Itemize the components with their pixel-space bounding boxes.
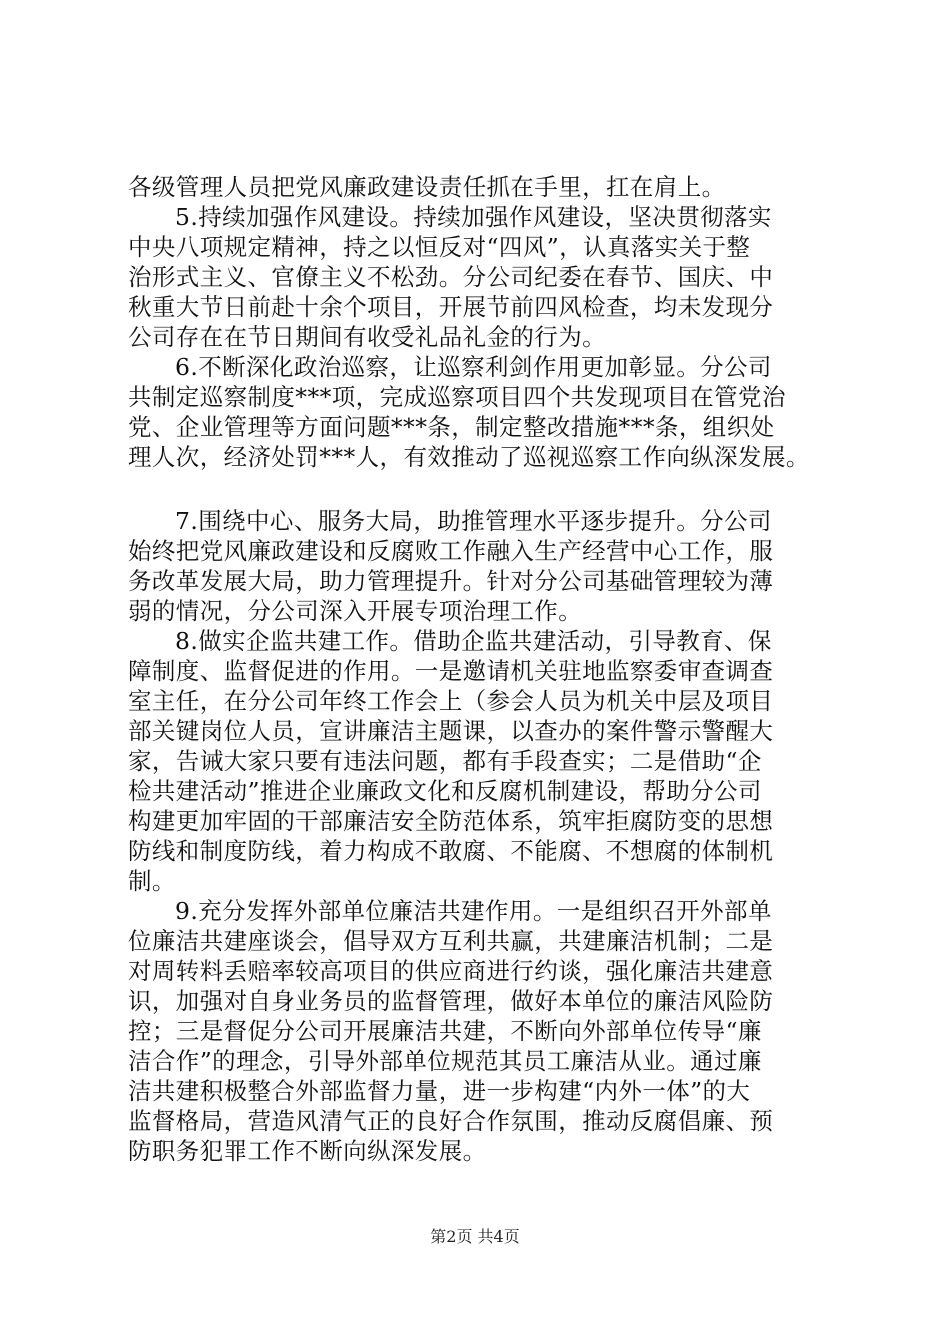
text-line: 监督格局，营造风清气正的良好合作氛围，推动反腐倡廉、预 [128, 1107, 774, 1135]
text-line: 理人次，经济处罚***人，有效推动了巡视巡察工作向纵深发展。 [128, 443, 810, 471]
text-line: 各级管理人员把党风廉政建设责任抓在手里，扛在肩上。 [128, 173, 726, 201]
text-line: 构建更加牢固的干部廉洁安全防范体系，筑牢拒腐防变的思想 [128, 807, 774, 835]
text-line: 洁合作”的理念，引导外部单位规范其员工廉洁从业。通过廉 [128, 1047, 762, 1075]
text-line: 弱的情况，分公司深入开展专项治理工作。 [128, 597, 583, 625]
text-line: 防职务犯罪工作不断向纵深发展。 [128, 1137, 487, 1165]
text-line: 中央八项规定精神，持之以恒反对“四风”，认真落实关于整 [128, 233, 751, 261]
text-line: 对周转料丢赔率较高项目的供应商进行约谈，强化廉洁共建意 [128, 957, 774, 985]
text-line: 家，告诫大家只要有违法问题，都有手段查实；二是借助“企 [128, 747, 762, 775]
text-line: 识，加强对自身业务员的监督管理，做好本单位的廉洁风险防 [128, 987, 774, 1015]
text-line: 控；三是督促分公司开展廉洁共建，不断向外部单位传导“廉 [128, 1017, 762, 1045]
page-number-label: 第2页 共4页 [430, 1227, 520, 1246]
page-footer [0, 1227, 950, 1247]
text-line: 治形式主义、官僚主义不松劲。分公司纪委在春节、国庆、中 [128, 263, 774, 291]
text-line: 制。 [128, 867, 176, 895]
text-line: 务改革发展大局，助力管理提升。针对分公司基础管理较为薄 [128, 567, 774, 595]
text-line: 共制定巡察制度***项，完成巡察项目四个共发现项目在管党治 [128, 383, 786, 411]
text-line: 室主任，在分公司年终工作会上（参会人员为机关中层及项目 [128, 687, 774, 715]
text-line: 检共建活动”推进企业廉政文化和反腐机制建设，帮助分公司 [128, 777, 762, 805]
text-line: 9.充分发挥外部单位廉洁共建作用。一是组织召开外部单 [175, 897, 772, 925]
text-line: 8.做实企监共建工作。借助企监共建活动，引导教育、保 [175, 627, 772, 655]
text-line: 7.围绕中心、服务大局，助推管理水平逐步提升。分公司 [175, 507, 772, 535]
text-line: 部关键岗位人员，宣讲廉洁主题课，以查办的案件警示警醒大 [128, 717, 774, 745]
text-line: 位廉洁共建座谈会，倡导双方互利共赢，共建廉洁机制；二是 [128, 927, 774, 955]
text-line: 党、企业管理等方面问题***条，制定整改措施***条，组织处 [128, 413, 775, 441]
document-body [128, 172, 840, 1166]
text-line: 公司存在在节日期间有收受礼品礼金的行为。 [128, 323, 606, 351]
text-line: 防线和制度防线，着力构成不敢腐、不能腐、不想腐的体制机 [128, 837, 774, 865]
text-line: 障制度、监督促进的作用。一是邀请机关驻地监察委审查调查 [128, 657, 774, 685]
text-line: 秋重大节日前赴十余个项目，开展节前四风检查，均未发现分 [128, 293, 774, 321]
text-line: 5.持续加强作风建设。持续加强作风建设，坚决贯彻落实 [175, 203, 772, 231]
paragraph-gap [128, 472, 840, 506]
text-line: 始终把党风廉政建设和反腐败工作融入生产经营中心工作，服 [128, 537, 774, 565]
text-line: 6.不断深化政治巡察，让巡察利剑作用更加彰显。分公司 [175, 353, 772, 381]
text-line: 洁共建积极整合外部监督力量，进一步构建“内外一体”的大 [128, 1077, 751, 1105]
